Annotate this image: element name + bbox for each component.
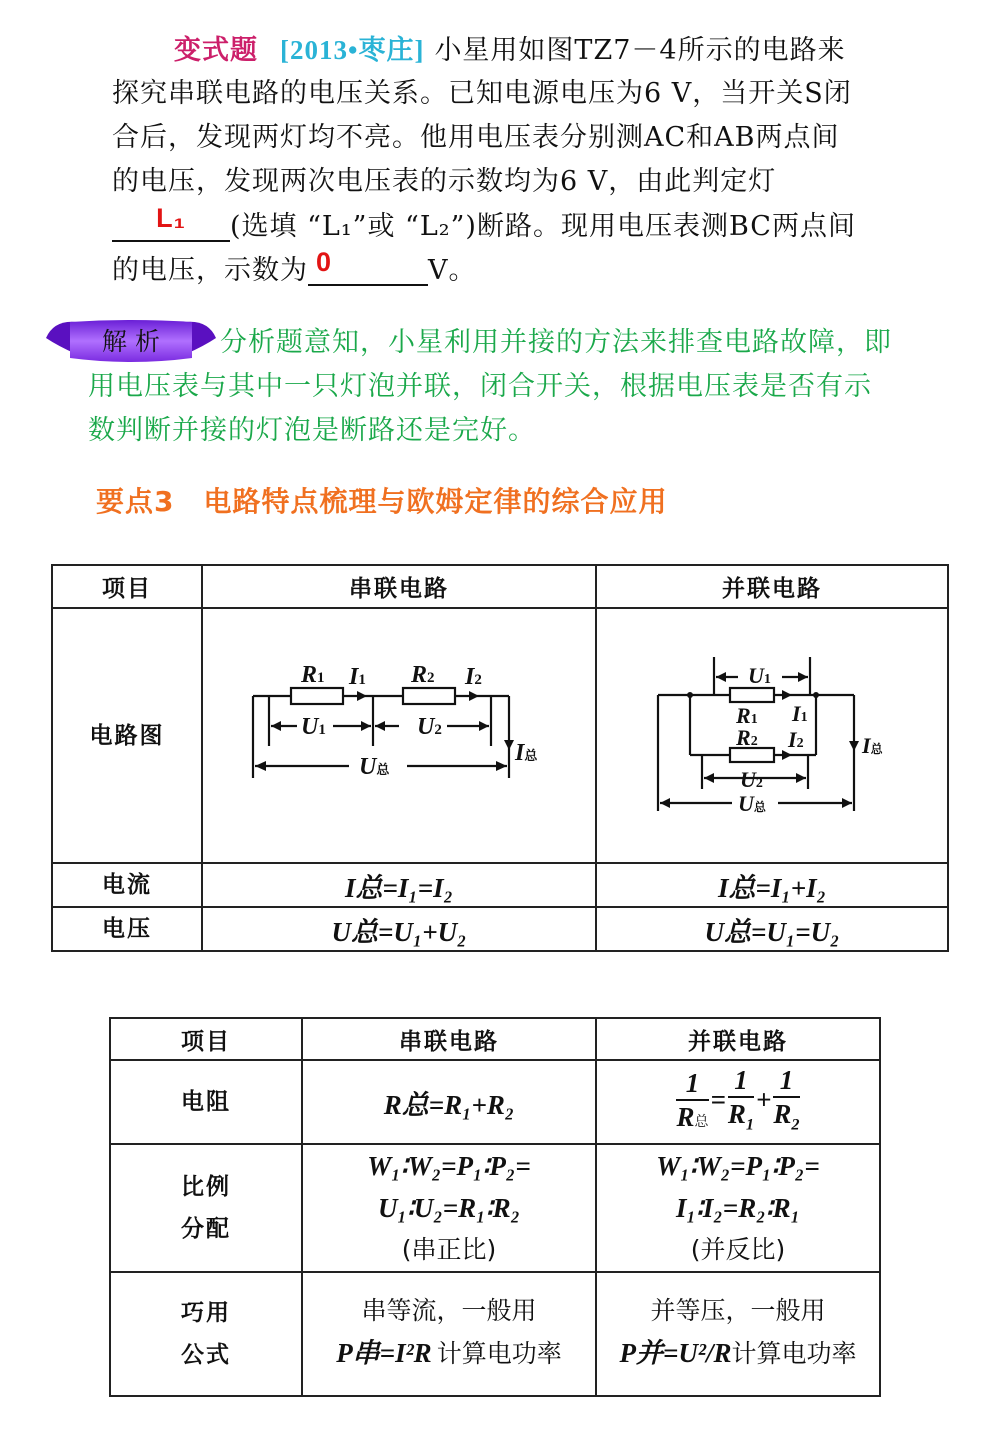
resistance-power-table — [109, 1017, 881, 1397]
svg-text:I2: I2 — [788, 726, 804, 752]
problem-line-6: 的电压，示数为 0 V。 — [112, 247, 477, 286]
parallel-voltage-formula: U总=U₁=U₂ — [596, 907, 948, 951]
svg-text:U总: U总 — [359, 753, 390, 780]
problem-line-2: 探究串联电路的电压关系。已知电源电压为6 V，当开关S闭 — [112, 78, 852, 109]
analysis-line-1: 分析题意知，小星利用并接的方法来排查电路故障，即 — [220, 327, 892, 358]
section-title: 要点3 电路特点梳理与欧姆定律的综合应用 — [96, 485, 668, 518]
svg-text:解 析: 解 析 — [102, 327, 160, 356]
header-item: 项目 — [52, 565, 202, 608]
header-series: 串联电路 — [202, 565, 596, 608]
svg-text:I1: I1 — [792, 700, 808, 726]
parallel-current-formula: I总=I₁+I₂ — [596, 863, 948, 907]
answer-blank-1[interactable] — [112, 204, 230, 242]
svg-text:U1: U1 — [748, 662, 771, 688]
parallel-ratio-cell: W₁∶W₂=P₁∶P₂= I₁∶I₂=R₂∶R₁ (并反比) — [596, 1144, 880, 1272]
row-label-ratio: 比例 分配 — [110, 1144, 302, 1272]
parallel-resistance-formula: $\frac{1}{\text{R总}}$ = $\frac{1}{R_1}$ + $\frac{1}{R_2}$ — [596, 1060, 880, 1144]
answer-blank-2[interactable] — [308, 248, 428, 286]
svg-text:I总: I总 — [862, 732, 883, 758]
svg-text:R1: R1 — [301, 665, 325, 688]
series-ratio-cell: W₁∶W₂=P₁∶P₂= U₁∶U₂=R₁∶R₂ (串正比) — [302, 1144, 596, 1272]
series-circuit-svg — [249, 666, 549, 806]
problem-text — [112, 28, 922, 292]
header-parallel: 并联电路 — [596, 1018, 880, 1060]
series-resistance-formula: R总=R₁+R₂ — [302, 1060, 596, 1144]
row-label-formula: 巧用 公式 — [110, 1272, 302, 1396]
parallel-circuit-diagram — [596, 608, 948, 863]
row-label-diagram: 电路图 — [52, 608, 202, 863]
series-power-cell: 串等流，一般用 P串=I²R 计算电功率 — [302, 1272, 596, 1396]
svg-text:U2: U2 — [417, 713, 442, 740]
row-label-current: 电流 — [52, 863, 202, 907]
svg-text:I2: I2 — [465, 665, 482, 690]
parallel-circuit-svg — [652, 651, 892, 821]
svg-text:I1: I1 — [349, 665, 366, 690]
circuit-comparison-table — [51, 564, 949, 952]
svg-text:U2: U2 — [740, 766, 763, 792]
problem-line-5: L₁ (选填 “L₁”或 “L₂”)断路。现用电压表测BC两点间 — [112, 204, 922, 248]
svg-text:U1: U1 — [301, 713, 326, 740]
svg-text:U总: U总 — [738, 790, 766, 816]
series-current-formula: I总=I₁=I₂ — [202, 863, 596, 907]
header-item: 项目 — [110, 1018, 302, 1060]
problem-line-4: 的电压，发现两次电压表的示数均为6 V，由此判定灯 — [112, 166, 777, 197]
svg-text:R2: R2 — [736, 724, 758, 750]
problem-line-1: 变式题 [2013•枣庄] 小星用如图TZ7－4所示的电路来 — [174, 35, 846, 66]
svg-text:R2: R2 — [411, 665, 435, 688]
problem-line-3: 合后，发现两灯均不亮。他用电压表分别测AC和AB两点间 — [112, 122, 840, 153]
answer-2: 0 — [316, 247, 333, 277]
analysis-line-2: 用电压表与其中一只灯泡并联，闭合开关，根据电压表是否有示 — [88, 371, 872, 402]
series-circuit-diagram — [202, 608, 596, 863]
series-voltage-formula: U总=U₁+U₂ — [202, 907, 596, 951]
analysis-line-3: 数判断并接的灯泡是断路还是完好。 — [88, 415, 536, 446]
header-parallel: 并联电路 — [596, 565, 948, 608]
variant-question-tag: 变式题 — [174, 35, 258, 66]
row-label-resistance: 电阻 — [110, 1060, 302, 1144]
analysis-text — [88, 321, 968, 453]
source-tag: [2013•枣庄] — [280, 35, 425, 65]
answer-1: L₁ — [156, 203, 186, 233]
svg-text:R1: R1 — [736, 702, 758, 728]
row-label-voltage: 电压 — [52, 907, 202, 951]
header-series: 串联电路 — [302, 1018, 596, 1060]
parallel-power-cell: 并等压，一般用 P并=U²/R计算电功率 — [596, 1272, 880, 1396]
svg-text:I总: I总 — [515, 739, 538, 766]
